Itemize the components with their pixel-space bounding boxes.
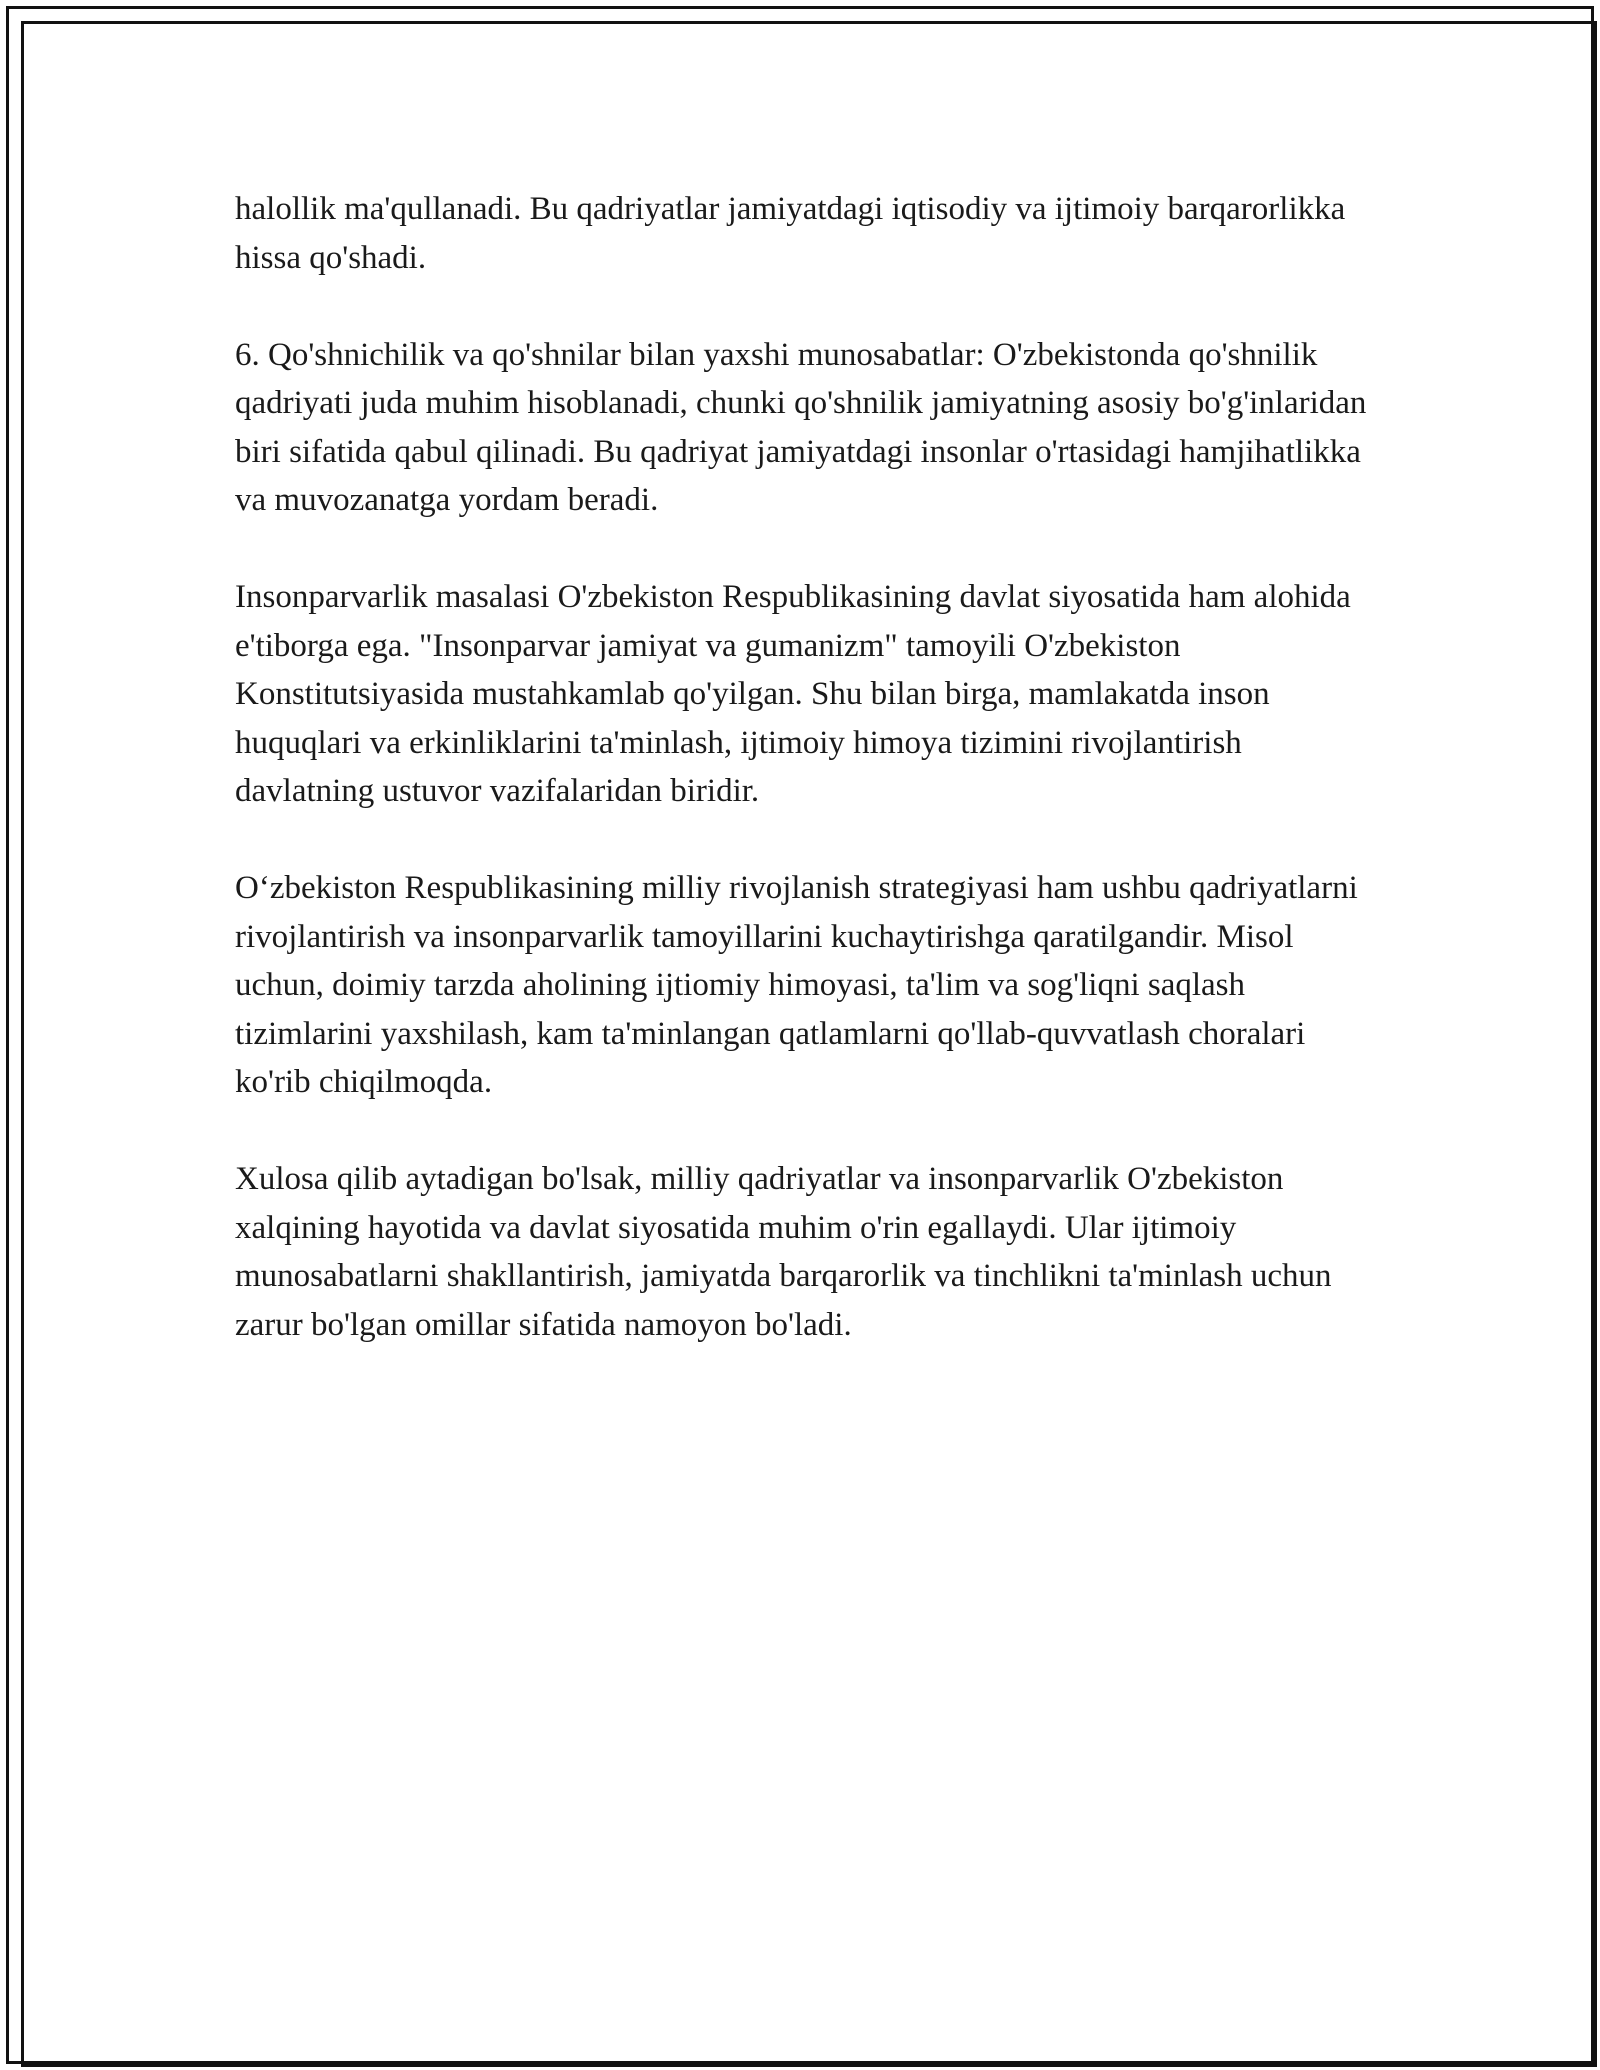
paragraph-xulosa: Xulosa qilib aytadigan bo'lsak, milliy qadriyatlar va insonparvarlik O'zbekiston xalqining hayotida va davlat siyosatida muhim o'rin egallaydi. Ular ijtimoiy munosabatlarni shakllantirish, jamiyatda barqarorlik va tinchlikni ta'minlash uchun zarur bo'lgan omillar sifatida namoyon bo'ladi.	[235, 1161, 1332, 1343]
paragraph-halollik: halollik ma'qullanadi. Bu qadriyatlar jamiyatdagi iqtisodiy va ijtimoiy barqarorlikka hissa qo'shadi.	[235, 191, 1346, 276]
paragraph-strategiya: O‘zbekiston Respublikasining milliy rivojlanish strategiyasi ham ushbu qadriyatlarni rivojlantirish va insonparvarlik tamoyillarini kuchaytirishga qaratilgandir. Misol uchun, doimiy tarzda aholining ijtiomiy himoyasi, ta'lim va sog'liqni saqlash tizimlarini yaxshilash, kam ta'minlangan qatlamlarni qo'llab-quvvatlash choralari ko'rib chiqilmoqda.	[235, 870, 1358, 1100]
paragraph-insonparvarlik: Insonparvarlik masalasi O'zbekiston Respublikasining davlat siyosatida ham alohida e'tiborga ega. "Insonparvar jamiyat va gumanizm" tamoyili O'zbekiston Konstitutsiyasida mustahkamlab qo'yilgan. Shu bilan birga, mamlakatda inson huquqlari va erkinliklarini ta'minlash, ijtimoiy himoya tizimini rivojlantirish davlatning ustuvor vazifalaridan biridir.	[235, 579, 1351, 809]
document-body	[235, 185, 1375, 1398]
paragraph-qoshnichilik: 6. Qo'shnichilik va qo'shnilar bilan yaxshi munosabatlar: O'zbekistonda qo'shnilik qadriyati juda muhim hisoblanadi, chunki qo'shnilik jamiyatning asosiy bo'g'inlaridan biri sifatida qabul qilinadi. Bu qadriyat jamiyatdagi insonlar o'rtasidagi hamjihatlikka va muvozanatga yordam beradi.	[235, 336, 1367, 518]
